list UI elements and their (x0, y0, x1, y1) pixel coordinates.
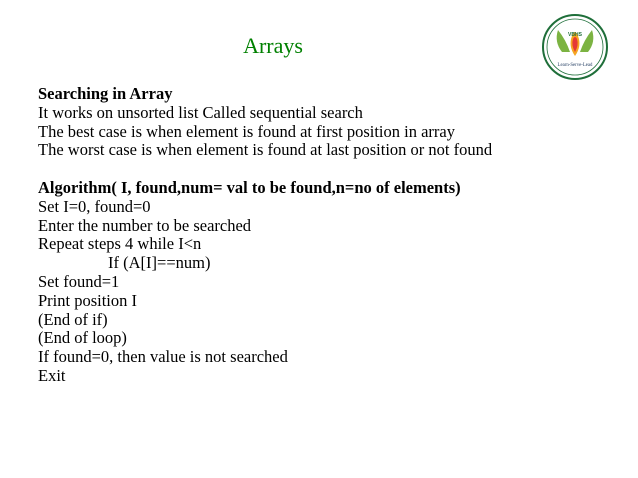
section-heading: Searching in Array (38, 84, 173, 103)
logo-tagline: Learn-Serve-Lead (557, 63, 593, 68)
algorithm-step: If found=0, then value is not searched (38, 347, 288, 367)
logo-text: VBHS (568, 32, 582, 38)
school-logo (540, 12, 610, 82)
logo-emblem-icon (540, 12, 610, 82)
spacer (38, 160, 618, 179)
slide-body (38, 85, 618, 386)
algorithm-step: Set I=0, found=0 (38, 196, 151, 216)
body-line: The worst case is when element is found at last position or not found (38, 140, 493, 160)
algorithm-step: Set found=1 (38, 271, 120, 291)
body-line: The best case is when element is found at first position in array (38, 121, 455, 141)
algorithm-step: Enter the number to be searched (38, 215, 252, 235)
body-line: It works on unsorted list Called sequential search (38, 102, 363, 122)
slide-title: Arrays (243, 33, 303, 58)
algorithm-heading: Algorithm( I, found,num= val to be found,n=no of elements) (38, 177, 461, 197)
algorithm-step: (End of if) (38, 309, 108, 329)
algorithm-step: Repeat steps 4 while I<n (38, 234, 202, 254)
algorithm-step: Exit (38, 365, 66, 385)
algorithm-step: Print position I (38, 290, 138, 310)
algorithm-step: If (A[I]==num) (108, 253, 211, 273)
algorithm-step: (End of loop) (38, 328, 127, 348)
